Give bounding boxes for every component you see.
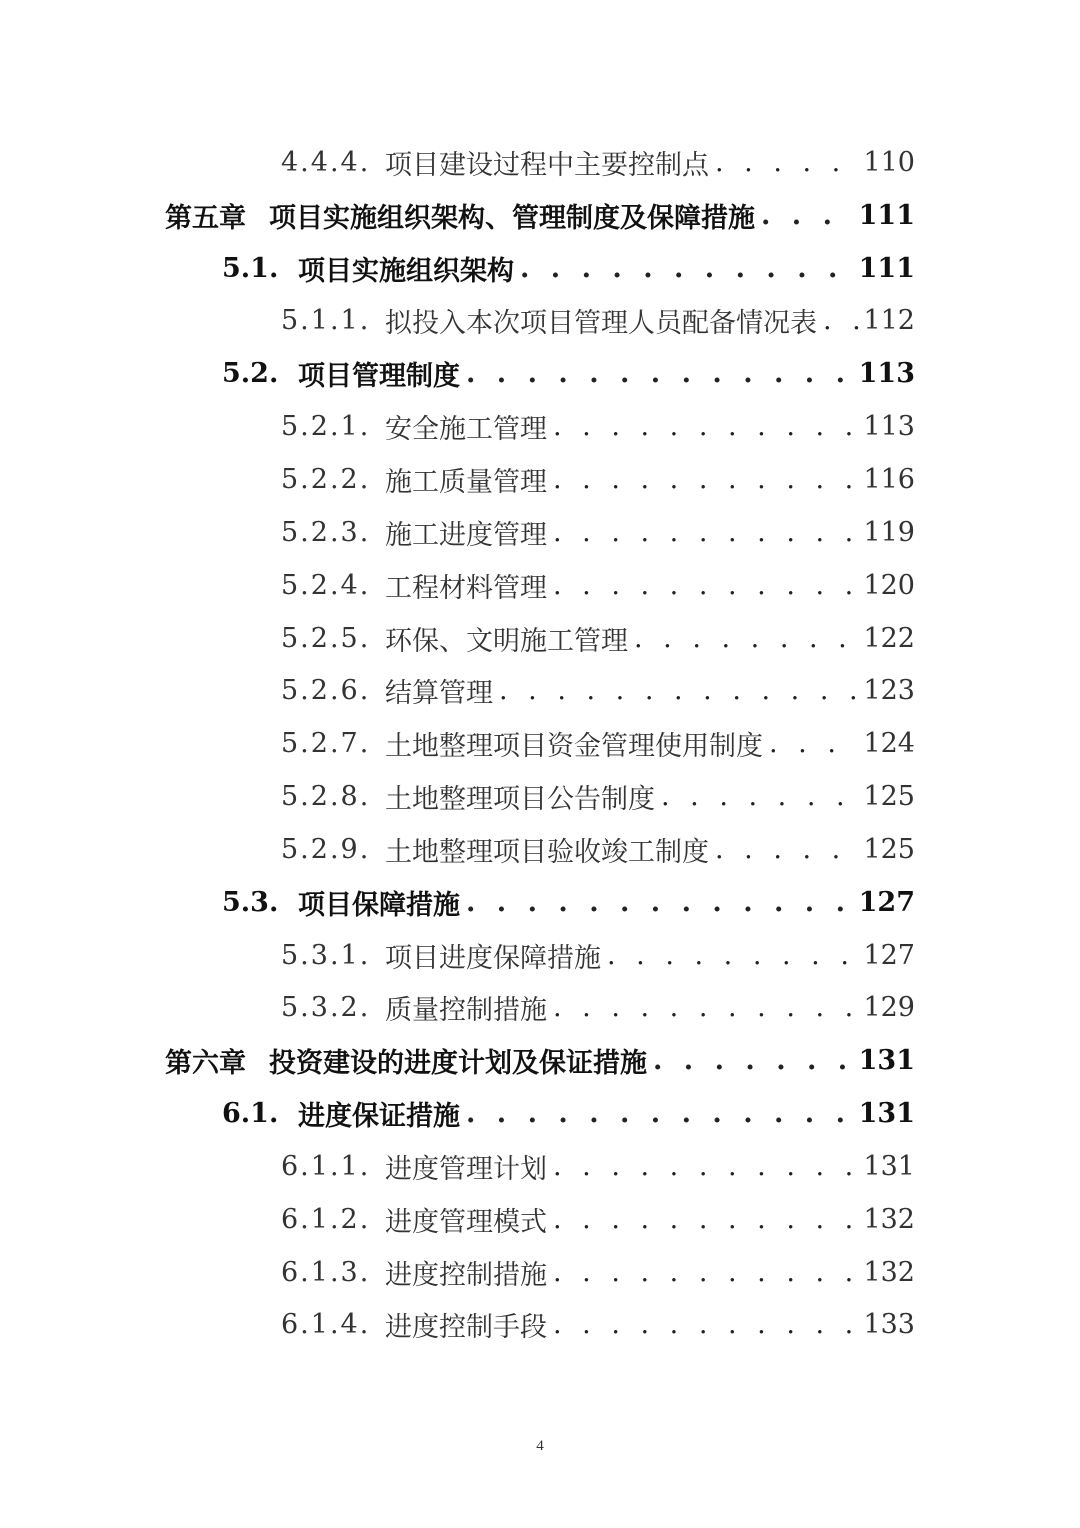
toc-entry-number: 5.2.7. <box>281 728 371 760</box>
toc-entry-number: 6.1.4. <box>281 1309 371 1341</box>
toc-entry-title: 环保、文明施工管理 <box>385 625 628 657</box>
toc-entry[interactable] <box>0 823 1080 876</box>
dot-leader <box>715 147 859 178</box>
toc-entry[interactable] <box>0 929 1080 982</box>
toc-entry[interactable] <box>0 136 1080 189</box>
toc-entry[interactable] <box>0 1246 1080 1299</box>
toc-entry[interactable] <box>0 295 1080 348</box>
dot-leader <box>553 1204 859 1235</box>
dot-leader <box>553 1309 859 1340</box>
toc-entry-title: 土地整理项目资金管理使用制度 <box>385 731 763 763</box>
toc-entry-title: 项目实施组织架构 <box>298 255 514 287</box>
toc-entry-number: 5.3. <box>222 886 279 918</box>
toc-entry[interactable] <box>0 1193 1080 1246</box>
toc-entry-page: 129 <box>863 992 915 1024</box>
toc-entry[interactable] <box>0 770 1080 823</box>
page-number: 4 <box>536 1438 544 1454</box>
toc-entry[interactable] <box>0 612 1080 665</box>
toc-entry-title: 安全施工管理 <box>385 414 547 446</box>
toc-entry-number: 5.2.2. <box>281 463 371 495</box>
dot-leader <box>769 728 859 759</box>
toc-entry-page: 124 <box>863 728 915 760</box>
toc-entry-page: 131 <box>863 1150 915 1182</box>
toc-entry-title: 进度保证措施 <box>298 1101 460 1133</box>
toc-entry[interactable] <box>0 1087 1080 1140</box>
toc-entry-page: 119 <box>863 516 915 548</box>
toc-entry-number: 6.1. <box>222 1098 279 1130</box>
dot-leader <box>466 1098 855 1129</box>
toc-entry-number: 第六章 <box>165 1048 246 1080</box>
toc-entry-number: 5.2.1. <box>281 411 371 443</box>
toc-entry[interactable] <box>0 347 1080 400</box>
toc-entry-title: 施工进度管理 <box>385 519 547 551</box>
toc-entry-number: 5.1. <box>222 252 279 284</box>
toc-entry[interactable] <box>0 506 1080 559</box>
toc-entry-page: 112 <box>863 305 915 337</box>
toc-entry-title: 进度控制措施 <box>385 1259 547 1291</box>
toc-entry-number: 5.2.5. <box>281 622 371 654</box>
dot-leader <box>607 940 859 971</box>
toc-entry-title: 进度管理计划 <box>385 1153 547 1185</box>
toc-entry[interactable] <box>0 717 1080 770</box>
toc-entry-page: 125 <box>863 781 915 813</box>
toc-entry-number: 5.3.2. <box>281 992 371 1024</box>
toc-entry[interactable] <box>0 242 1080 295</box>
toc-entry-page: 127 <box>863 939 915 971</box>
table-of-contents <box>0 136 1080 1351</box>
toc-entry-number: 5.2. <box>222 358 279 390</box>
toc-entry[interactable] <box>0 189 1080 242</box>
toc-entry[interactable] <box>0 400 1080 453</box>
dot-leader <box>634 623 859 654</box>
toc-entry-page: 132 <box>863 1203 915 1235</box>
toc-entry-page: 125 <box>863 833 915 865</box>
toc-entry-number: 6.1.2. <box>281 1203 371 1235</box>
toc-entry-page: 122 <box>863 622 915 654</box>
toc-entry-page: 113 <box>858 358 915 390</box>
toc-entry-title: 项目进度保障措施 <box>385 942 601 974</box>
toc-entry-number: 6.1.3. <box>281 1256 371 1288</box>
toc-entry-number: 5.2.4. <box>281 569 371 601</box>
dot-leader <box>466 358 855 389</box>
dot-leader <box>520 253 855 284</box>
dot-leader <box>653 1045 855 1076</box>
dot-leader <box>553 1257 859 1288</box>
dot-leader <box>715 834 859 865</box>
toc-entry-number: 5.2.8. <box>281 781 371 813</box>
toc-entry-page: 132 <box>863 1256 915 1288</box>
toc-entry-title: 施工质量管理 <box>385 466 547 498</box>
dot-leader <box>661 781 859 812</box>
toc-entry-title: 结算管理 <box>385 678 493 710</box>
toc-entry[interactable] <box>0 982 1080 1035</box>
toc-entry-title: 进度控制手段 <box>385 1312 547 1344</box>
toc-entry-page: 131 <box>858 1098 915 1130</box>
dot-leader <box>553 411 859 442</box>
dot-leader <box>553 464 859 495</box>
dot-leader <box>466 887 855 918</box>
toc-entry-title: 工程材料管理 <box>385 572 547 604</box>
toc-entry-number: 5.2.6. <box>281 675 371 707</box>
toc-entry-page: 133 <box>863 1309 915 1341</box>
toc-entry-title: 进度管理模式 <box>385 1206 547 1238</box>
toc-entry-title: 质量控制措施 <box>385 995 547 1027</box>
toc-entry-number: 5.3.1. <box>281 939 371 971</box>
dot-leader <box>553 1151 859 1182</box>
toc-entry[interactable] <box>0 1034 1080 1087</box>
toc-entry-title: 项目管理制度 <box>298 361 460 393</box>
toc-entry-page: 120 <box>863 569 915 601</box>
toc-entry-page: 123 <box>863 675 915 707</box>
dot-leader <box>823 305 859 336</box>
toc-entry[interactable] <box>0 1299 1080 1352</box>
toc-entry-page: 116 <box>863 463 915 495</box>
toc-entry-title: 项目实施组织架构、管理制度及保障措施 <box>269 202 755 234</box>
toc-entry-number: 5.2.3. <box>281 516 371 548</box>
dot-leader <box>761 200 855 231</box>
dot-leader <box>553 570 859 601</box>
toc-entry[interactable] <box>0 876 1080 929</box>
dot-leader <box>499 675 859 706</box>
dot-leader <box>553 517 859 548</box>
toc-entry-title: 投资建设的进度计划及保证措施 <box>269 1048 647 1080</box>
toc-entry-title: 拟投入本次项目管理人员配备情况表 <box>385 308 817 340</box>
toc-entry-page: 111 <box>858 199 915 231</box>
toc-entry-page: 110 <box>863 146 915 178</box>
toc-entry-page: 131 <box>858 1045 915 1077</box>
toc-entry[interactable] <box>0 1140 1080 1193</box>
toc-entry-page: 127 <box>858 886 915 918</box>
toc-entry-page: 113 <box>863 411 915 443</box>
dot-leader <box>553 992 859 1023</box>
toc-entry[interactable] <box>0 559 1080 612</box>
toc-entry[interactable] <box>0 664 1080 717</box>
toc-entry-title: 项目建设过程中主要控制点 <box>385 149 709 181</box>
toc-entry-number: 6.1.1. <box>281 1150 371 1182</box>
toc-entry-title: 土地整理项目验收竣工制度 <box>385 836 709 868</box>
toc-entry-title: 项目保障措施 <box>298 889 460 921</box>
toc-entry-number: 5.1.1. <box>281 305 371 337</box>
toc-entry-number: 5.2.9. <box>281 833 371 865</box>
toc-entry[interactable] <box>0 453 1080 506</box>
toc-entry-number: 第五章 <box>165 202 246 234</box>
toc-entry-title: 土地整理项目公告制度 <box>385 784 655 816</box>
toc-entry-page: 111 <box>858 252 915 284</box>
toc-entry-number: 4.4.4. <box>281 146 371 178</box>
